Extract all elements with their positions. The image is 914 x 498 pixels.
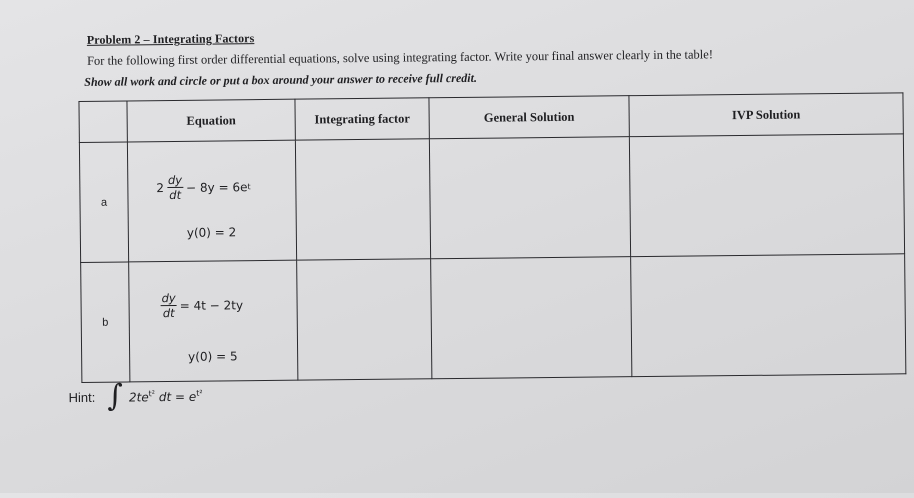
equation-b-numerator: dy [161, 290, 176, 306]
hint-expression [129, 388, 203, 404]
hint [68, 378, 203, 414]
hint-dt: dt = e [158, 389, 197, 404]
initial-condition-b: y(0) = 5 [188, 349, 238, 364]
equation-b-denominator: dt [162, 305, 175, 321]
ivp-solution-cell-a[interactable] [629, 134, 904, 257]
header-integrating-factor: Integrating factor [295, 98, 429, 140]
instructions-line-2: Show all work and circle or put a box around your answer to receive full credit. [84, 70, 478, 89]
equation-b-rest: = 4t − 2ty [179, 297, 244, 313]
ivp-solution-cell-b[interactable] [631, 254, 906, 377]
hint-result-exponent: t² [196, 388, 203, 398]
header-general-solution: General Solution [429, 96, 629, 139]
general-solution-cell-b[interactable] [431, 257, 632, 379]
integral-sign: ∫ [107, 378, 124, 414]
header-label [79, 101, 127, 143]
problem-title: Problem 2 – Integrating Factors [86, 31, 255, 47]
row-label-a: a [79, 142, 128, 262]
equation-a [156, 173, 250, 201]
header-equation: Equation [127, 99, 295, 142]
equation-b [157, 291, 243, 319]
row-label-b: b [81, 262, 130, 382]
equation-a-numerator: dy [167, 172, 183, 188]
equation-a-derivative [167, 174, 183, 201]
integrating-factor-cell-a[interactable] [295, 139, 430, 260]
equation-a-coefficient: 2 [156, 180, 165, 195]
hint-integrand: 2te [128, 389, 149, 404]
instructions-line-1: For the following first order differential equations, solve using integrating factor. Write your final answer clearly in the table! [86, 47, 714, 68]
equation-a-denominator: dt [169, 187, 182, 203]
equation-b-derivative [160, 292, 176, 319]
general-solution-cell-a[interactable] [429, 137, 630, 259]
table-row-b [81, 254, 906, 383]
equation-cell-a [127, 140, 296, 262]
integrating-factor-cell-b[interactable] [297, 259, 432, 380]
equation-a-exponent: t [247, 182, 251, 192]
header-ivp-solution: IVP Solution [629, 93, 903, 137]
hint-integrand-exponent: t² [148, 388, 156, 398]
initial-condition-a: y(0) = 2 [186, 225, 237, 240]
table-row-a [79, 134, 904, 263]
hint-label: Hint: [68, 389, 96, 405]
equation-a-rest: − 8y = 6e [186, 179, 248, 195]
equation-cell-b [129, 260, 298, 382]
answer-table [78, 92, 906, 383]
